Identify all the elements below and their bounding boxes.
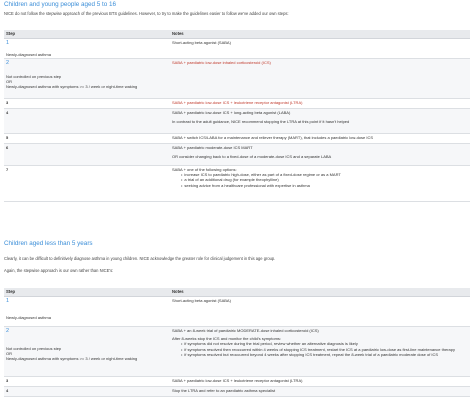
step-note-text: Short-acting beta agonist (SABA) [172, 39, 231, 45]
table-row [4, 143, 470, 165]
step-note-text: SABA + paediatric low-dose ICS + leukotriene receptor antagonist (LTRA) [172, 99, 303, 105]
step-number: 2 [6, 327, 9, 334]
table-row [4, 38, 470, 58]
step-note-text: In contrast to the adult guidance, NICE recommend stopping the LTRA at this point if it hasn't helped [172, 118, 350, 124]
table-row [4, 376, 470, 386]
table-row [4, 58, 470, 98]
step-number: 4 [6, 387, 9, 393]
column-header-notes: Notes [170, 288, 470, 296]
step-note-text: SABA + paediatric low-dose ICS + long-acting beta agonist (LABA) [172, 109, 291, 115]
step-note: Newly-diagnosed asthma [6, 314, 51, 320]
section-intro: NICE do not follow the stepwise approach of the previous BTS guidelines. However, to try to make the guidelines easier to follow we've added our own steps: [4, 11, 289, 16]
step-number: 1 [6, 297, 9, 304]
column-header-notes: Notes [170, 30, 470, 38]
asthma-steps-table-5-to-16 [4, 30, 470, 202]
list-item: • seeking advice from a healthcare professional with expertise in asthma [184, 183, 468, 188]
option-list [172, 172, 468, 188]
list-item: • if symptoms resolved but reoccurred beyond 4 weeks after stopping ICS treatment, repeat the 8-week trial of a paediatric moderate dose of ICS [184, 352, 468, 357]
table-row [4, 108, 470, 133]
section-intro: Again, the stepwise approach is our own rather than NICE's: [4, 268, 114, 273]
table-row [4, 133, 470, 143]
step-number: 4 [6, 109, 9, 115]
step-note: Newly-diagnosed asthma [6, 51, 51, 57]
step-note-text: Stop the LTRA and refer to an paediatric asthma specialist [172, 387, 276, 393]
step-note-text: SABA + paediatric low-dose inhaled corticosteroid (ICS) [172, 59, 271, 65]
step-note-text: SABA + switch ICS/LABA for a maintenance and reliever therapy (MART), that includes a paediatric low-dose ICS [172, 134, 374, 140]
step-number: 3 [6, 377, 9, 383]
option-list [172, 341, 468, 357]
column-header-step: Step [4, 30, 170, 38]
step-number: 1 [6, 39, 9, 46]
section-title-under-5: Children aged less than 5 years [4, 240, 93, 247]
step-note: Not controlled on previous step OR Newly-diagnosed asthma with symptoms >= 3 / week or night-time waking [6, 345, 138, 362]
step-note-text: OR consider changing back to a fixed-dose of a moderate-dose ICS and a separate LABA [172, 153, 332, 159]
column-header-step: Step [4, 288, 170, 296]
table-row [4, 98, 470, 108]
step-note-text: After 8-weeks stop the ICS and monitor the child's symptoms: [172, 335, 282, 341]
step-number: 7 [6, 166, 9, 172]
table-row [4, 326, 470, 376]
table-row [4, 296, 470, 326]
step-number: 5 [6, 134, 9, 140]
step-note-text: SABA + an 8-week trial of paediatric MODERATE-dose inhaled corticosteroid (ICS) [172, 327, 319, 333]
list-item: • a trial of an additional drug (for example theophylline) [184, 177, 468, 182]
step-note-text: SABA + paediatric low-dose ICS + leukotriene receptor antagonist (LTRA) [172, 377, 303, 383]
step-number: 2 [6, 59, 9, 66]
section-title-5-to-16: Children and young people aged 5 to 16 [4, 1, 117, 8]
step-note-text: SABA + one of the following options: [172, 166, 237, 172]
asthma-steps-table-under-5 [4, 288, 470, 397]
list-item: • increase ICS to paediatric high-dose, either as part of a fixed-dose regime or as a MART [184, 172, 468, 177]
step-number: 6 [6, 144, 9, 150]
section-intro: Clearly, it can be difficult to definitively diagnose asthma in young children. NICE acknowledge the greater role for clinical judgement in this age group. [4, 256, 276, 261]
table-row [4, 165, 470, 201]
step-note-text: SABA + paediatric moderate-dose ICS MART [172, 144, 253, 150]
list-item: • if symptoms did not resolve during the trial period, review whether an alternative diagnosis is likely [184, 341, 468, 346]
step-note: Not controlled on previous step OR Newly-diagnosed asthma with symptoms >= 3 / week or night-time waking [6, 73, 138, 90]
list-item: • if symptoms resolved then reoccurred within 4 weeks of stopping ICS treatment, restart the ICS at a paediatric low-dose as first-line maintenance therapy [184, 347, 468, 352]
table-row [4, 386, 470, 396]
step-note-text: Short-acting beta agonist (SABA) [172, 297, 231, 303]
step-number: 3 [6, 99, 9, 105]
